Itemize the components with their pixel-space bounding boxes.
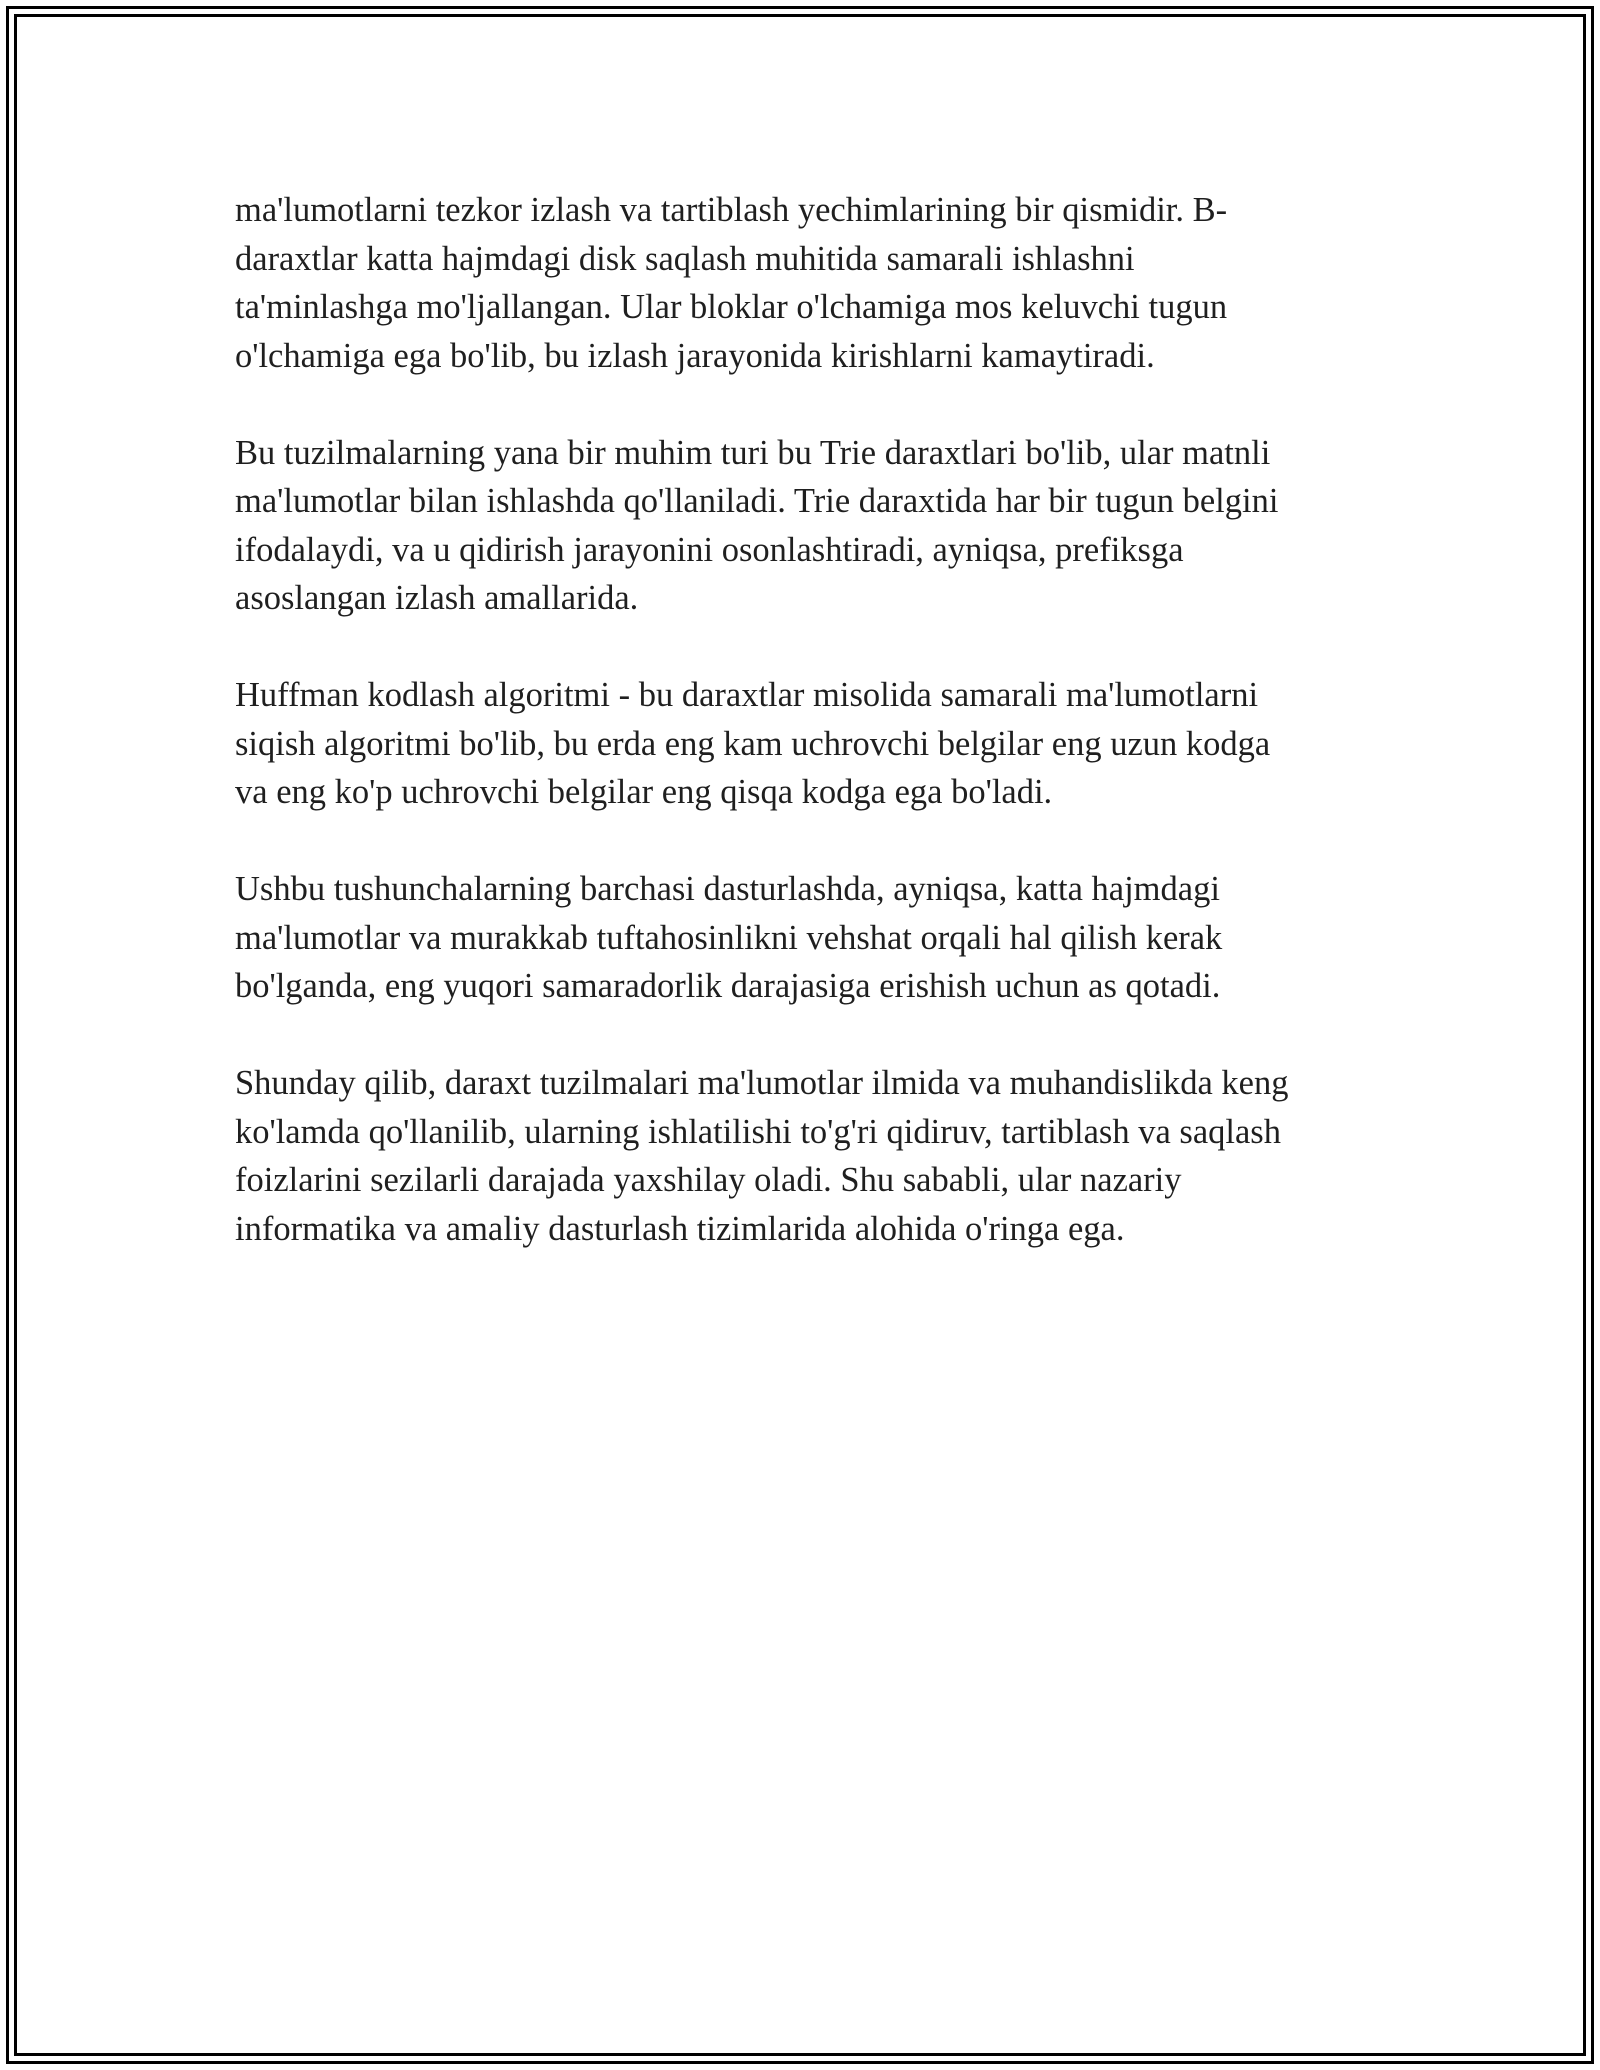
paragraph-huffman: Huffman kodlash algoritmi - bu daraxtlar misolida samarali ma'lumotlarni siqish algoritmi bo'lib, bu erda eng kam uchrovchi belgilar eng uzun kodga va eng ko'p uchrovchi belgilar eng qisqa kodga ega bo'ladi. <box>235 676 1271 811</box>
paragraph-trie: Bu tuzilmalarning yana bir muhim turi bu Trie daraxtlari bo'lib, ular matnli ma'lumotlar bilan ishlashda qo'llaniladi. Trie daraxtida har bir tugun belgini ifodalaydi, va u qidirish jarayonini osonlashtiradi, ayniqsa, prefiksga asoslangan izlash amallarida. <box>235 433 1279 617</box>
paragraph-conclusion: Shunday qilib, daraxt tuzilmalari ma'lumotlar ilmida va muhandislikda keng ko'lamda qo'llanilib, ularning ishlatilishi to'g'ri qidiruv, tartiblash va saqlash foizlarini sezilarli darajada yaxshilay oladi. Shu sababli, ular nazariy informatika va amaliy dasturlash tizimlarida alohida o'ringa ega. <box>235 1064 1289 1248</box>
paragraph-b-trees: ma'lumotlarni tezkor izlash va tartiblash yechimlarining bir qismidir. B- daraxtlar katta hajmdagi disk saqlash muhitida samarali ishlashni ta'minlashga mo'ljallangan. Ular bloklar o'lchamiga mos keluvchi tugun o'lchamiga ega bo'lib, bu izlash jarayonida kirishlarni kamaytiradi. <box>235 191 1228 375</box>
paragraph-usage: Ushbu tushunchalarning barchasi dasturlashda, ayniqsa, katta hajmdagi ma'lumotlar va murakkab tuftahosinlikni vehshat orqali hal qilish kerak bo'lganda, eng yuqori samaradorlik darajasiga erishish uchun as qotadi. <box>235 870 1223 1005</box>
document-body <box>235 186 1365 1302</box>
